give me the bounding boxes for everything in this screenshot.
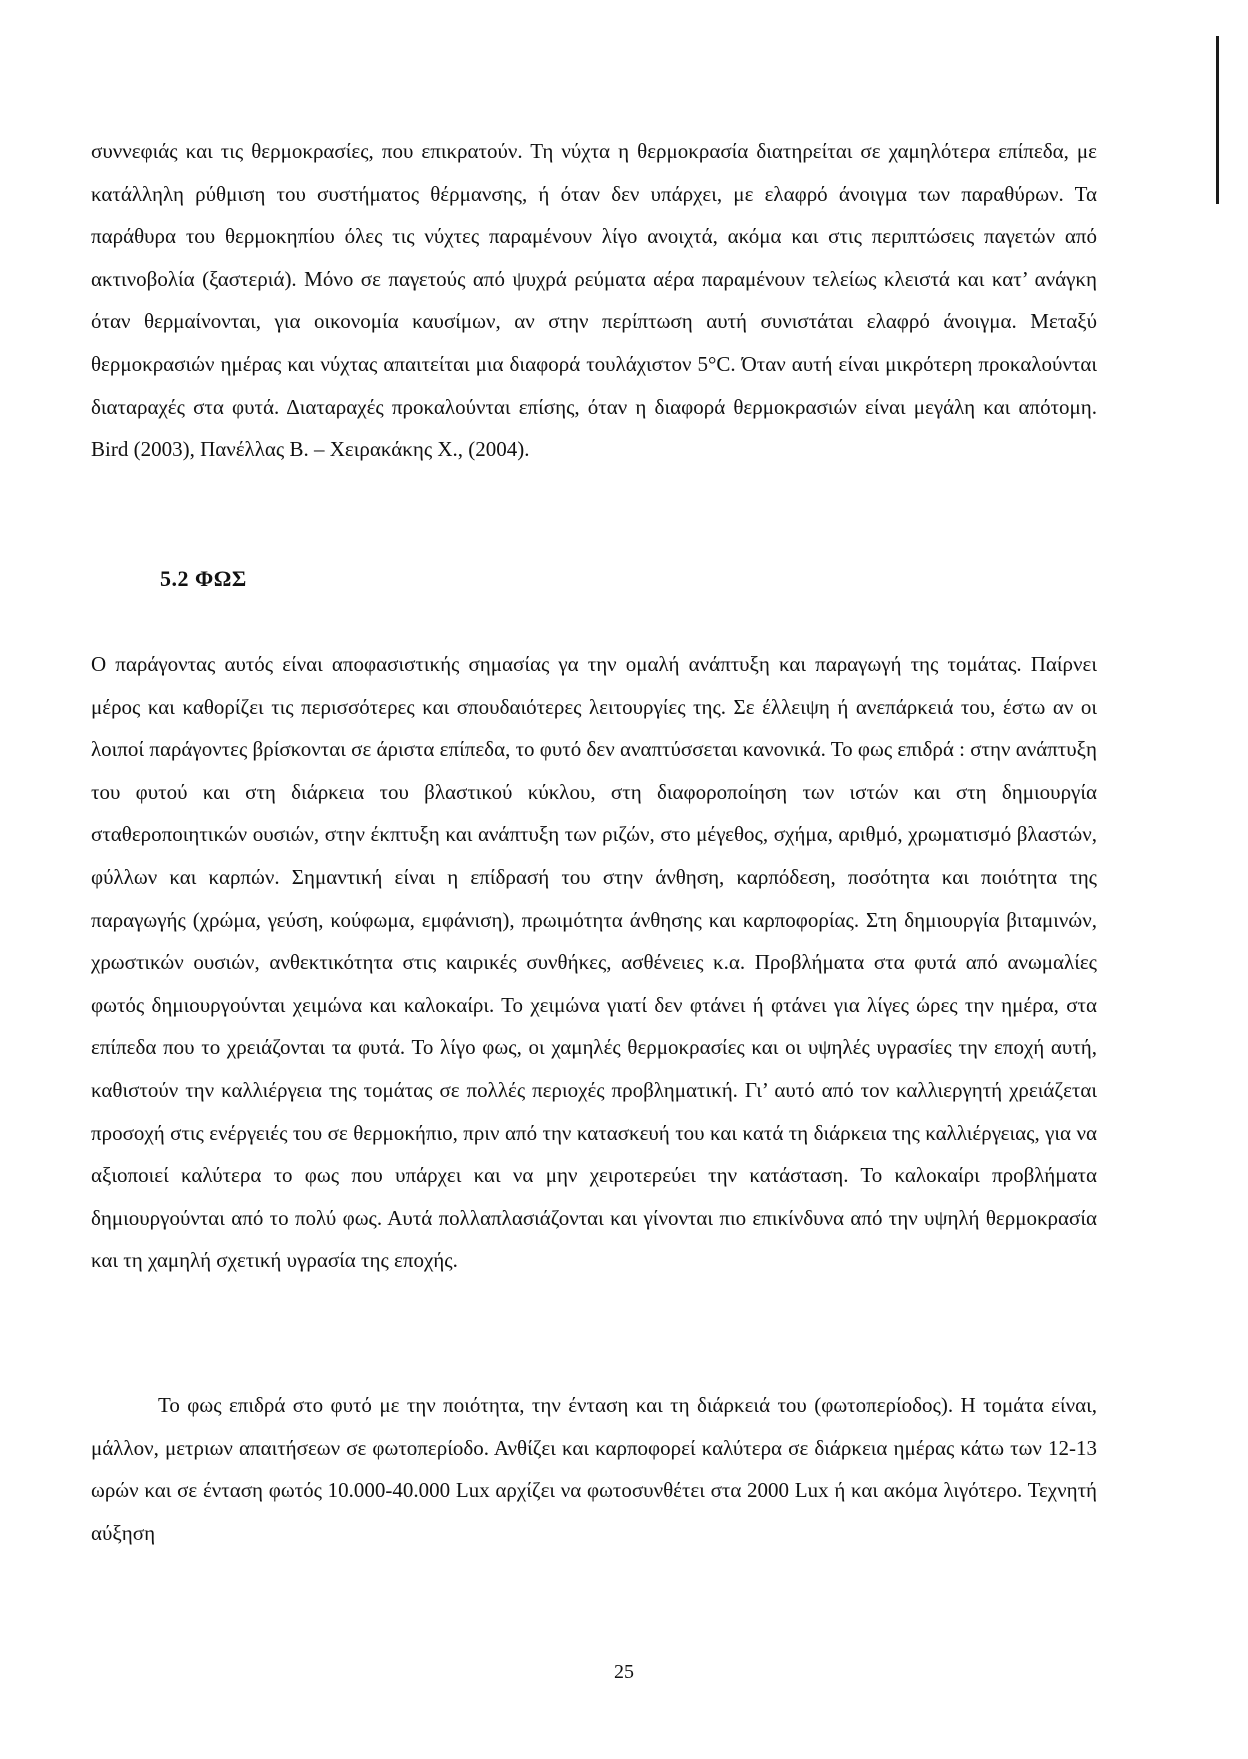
section-heading-light: 5.2 ΦΩΣ [160, 566, 247, 591]
body-paragraph-photoperiod [91, 1384, 1097, 1554]
scan-edge-line [1216, 36, 1219, 204]
photoperiod-text: Το φως επιδρά στο φυτό με την ποιότητα, την ένταση και τη διάρκειά του (φωτοπερίοδος). Η τομάτα είναι, μάλλον, μετριων απαιτήσεων σε φωτοπερίοδο. Ανθίζει και καρποφορεί καλύτερα σε διάρκεια ημέρας κάτω των 12-13 ωρών και σε ένταση φωτός 10.000-40.000 Lux αρχίζει να φωτοσυνθέτει στα 2000 Lux ή και ακόμα λιγότερο. Τεχνητή αύξηση [91, 1393, 1097, 1545]
page-number: 25 [614, 1661, 634, 1683]
body-paragraph-temperature: συννεφιάς και τις θερμοκρασίες, που επικρατούν. Τη νύχτα η θερμοκρασία διατηρείται σε χαμηλότερα επίπεδα, με κατάλληλη ρύθμιση του συστήματος θέρμανσης, ή όταν δεν υπάρχει, με ελαφρό άνοιγμα των παραθύρων. Τα παράθυρα του θερμοκηπίου όλες τις νύχτες παραμένουν λίγο ανοιχτά, ακόμα και στις περιπτώσεις παγετών από ακτινοβολία (ξαστεριά). Μόνο σε παγετούς από ψυχρά ρεύματα αέρα παραμένουν τελείως κλειστά και κατ’ ανάγκη όταν θερμαίνονται, για οικονομία καυσίμων, αν στην περίπτωση αυτή συνιστάται ελαφρό άνοιγμα. Μεταξύ θερμοκρασιών ημέρας και νύχτας απαιτείται μια διαφορά τουλάχιστον 5°C. Όταν αυτή είναι μικρότερη προκαλούνται διαταραχές στα φυτά. Διαταραχές προκαλούνται επίσης, όταν η διαφορά θερμοκρασιών είναι μεγάλη και απότομη. Bird (2003), Πανέλλας Β. – Χειρακάκης Χ., (2004). [91, 139, 1097, 462]
body-paragraph-light-factor: Ο παράγοντας αυτός είναι αποφασιστικής σημασίας γα την ομαλή ανάπτυξη και παραγωγή της τομάτας. Παίρνει μέρος και καθορίζει τις περισσότερες και σπουδαιότερες λειτουργίες της. Σε έλλειψη ή ανεπάρκειά του, έστω αν οι λοιποί παράγοντες βρίσκονται σε άριστα επίπεδα, το φυτό δεν αναπτύσσεται κανονικά. Το φως επιδρά : στην ανάπτυξη του φυτού και στη διάρκεια του βλαστικού κύκλου, στη διαφοροποίηση των ιστών και στη δημιουργία σταθεροποιητικών ουσιών, στην έκπτυξη και ανάπτυξη των ριζών, στο μέγεθος, σχήμα, αριθμό, χρωματισμό βλαστών, φύλλων και καρπών. Σημαντική είναι η επίδρασή του στην άνθηση, καρπόδεση, ποσότητα και ποιότητα της παραγωγής (χρώμα, γεύση, κούφωμα, εμφάνιση), πρωιμότητα άνθησης και καρποφορίας. Στη δημιουργία βιταμινών, χρωστικών ουσιών, ανθεκτικότητα στις καιρικές συνθήκες, ασθένειες κ.α. Προβλήματα στα φυτά από ανωμαλίες φωτός δημιουργούνται χειμώνα και καλοκαίρι. Το χειμώνα γιατί δεν φτάνει ή φτάνει για λίγες ώρες την ημέρα, στα επίπεδα που το χρειάζονται τα φυτά. Το λίγο φως, οι χαμηλές θερμοκρασίες και οι υψηλές υγρασίες την εποχή αυτή, καθιστούν την καλλιέργεια της τομάτας σε πολλές περιοχές προβληματική. Γι’ αυτό από τον καλλιεργητή χρειάζεται προσοχή στις ενέργειές του σε θερμοκήπιο, πριν από την κατασκευή του και κατά τη διάρκεια της καλλιέργειας, για να αξιοποιεί καλύτερα το φως που υπάρχει και να μην χειροτερεύει την κατάσταση. Το καλοκαίρι προβλήματα δημιουργούνται από το πολύ φως. Αυτά πολλαπλασιάζονται και γίνονται πιο επικίνδυνα από την υψηλή θερμοκρασία και τη χαμηλή σχετική υγρασία της εποχής. [91, 652, 1097, 1273]
